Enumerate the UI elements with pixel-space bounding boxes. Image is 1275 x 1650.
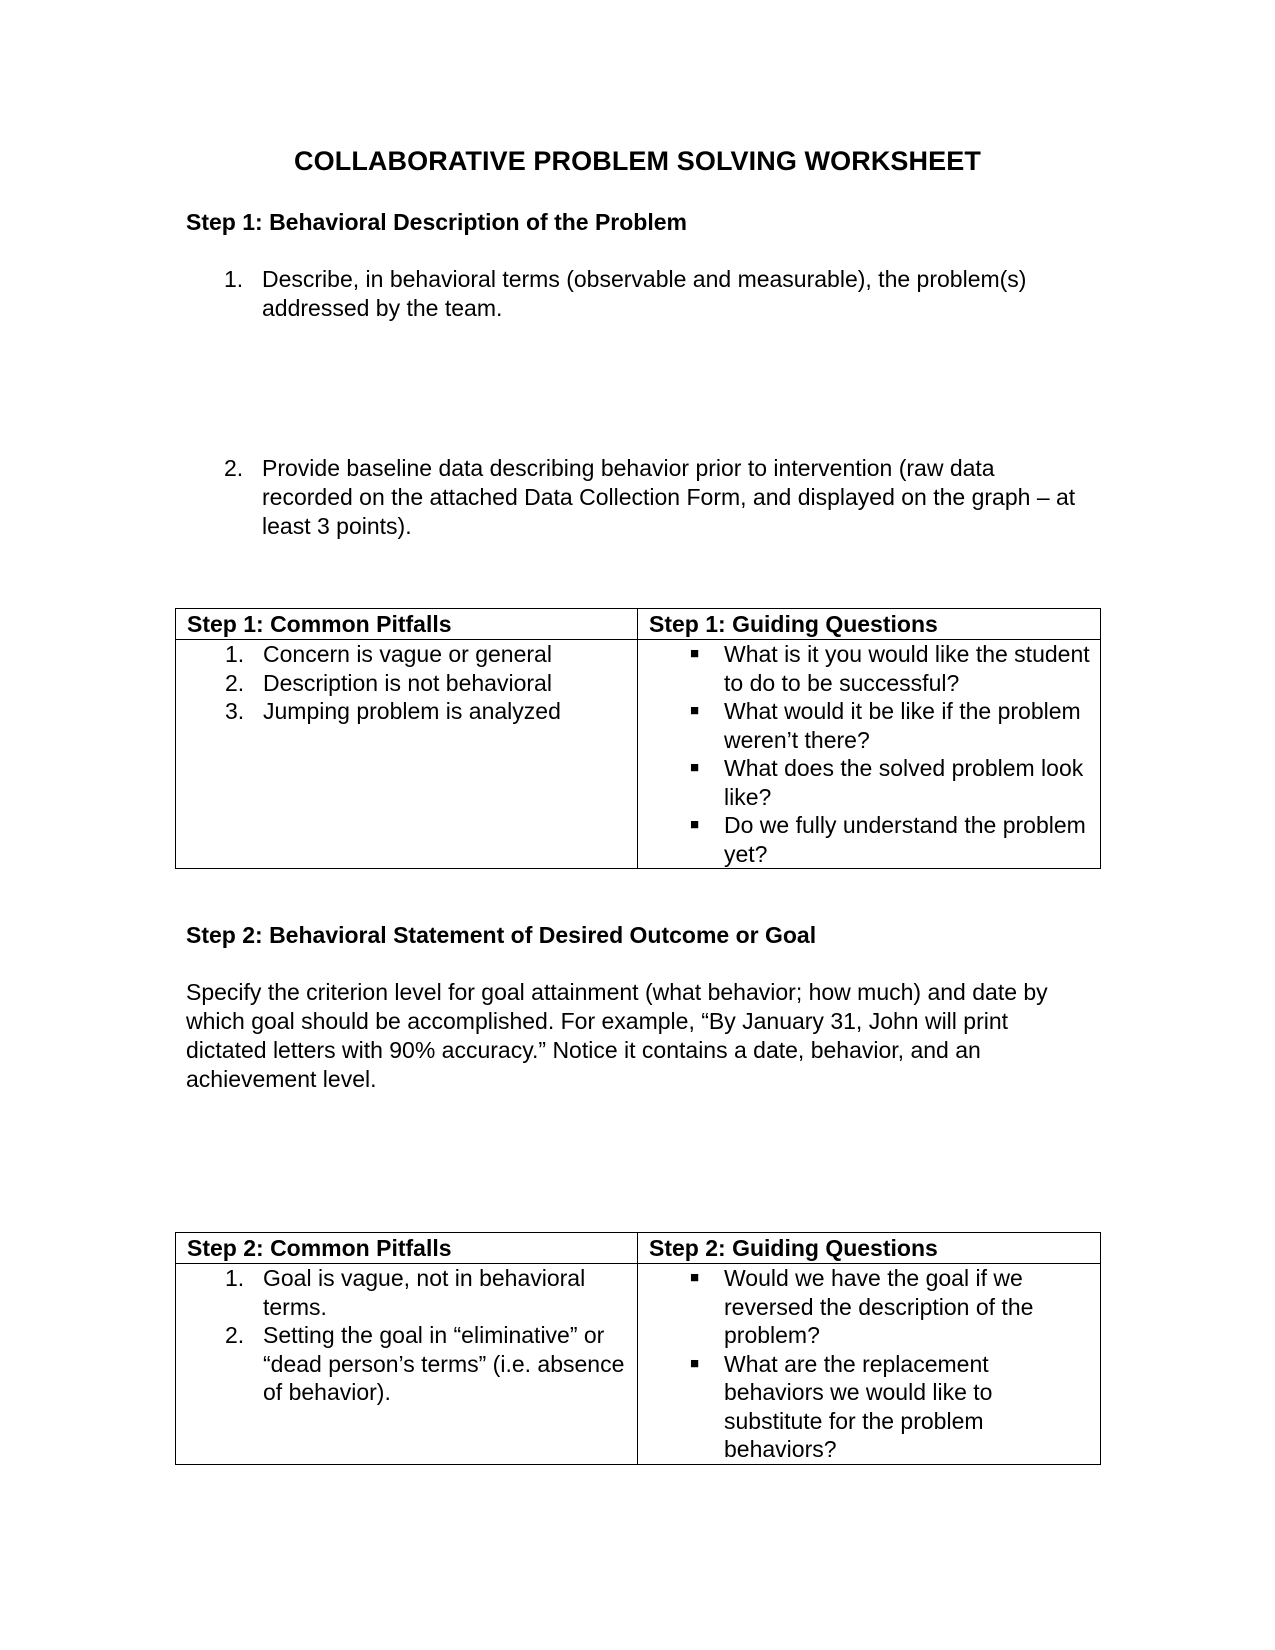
step2-paragraph: Specify the criterion level for goal attainment (what behavior; how much) and date by which goal should be accomplished. For example, “By January 31, John will print dictated letters with 90% accuracy.” Notice it contains a date, behavior, and an achievement level. bbox=[186, 979, 1048, 1092]
list-number: 1. bbox=[225, 641, 245, 667]
square-bullet-icon: ■ bbox=[690, 1269, 700, 1286]
list-text: Description is not behavioral bbox=[263, 669, 552, 696]
square-bullet-icon: ■ bbox=[690, 1354, 700, 1372]
step2-questions-header: Step 2: Guiding Questions bbox=[638, 1233, 1101, 1264]
step2-questions-cell bbox=[638, 1264, 1101, 1465]
list-number: 1. bbox=[225, 1265, 245, 1291]
list-item bbox=[176, 1264, 637, 1321]
step1-pitfalls-list bbox=[176, 640, 637, 726]
step1-heading: Step 1: Behavioral Description of the Problem bbox=[186, 209, 687, 235]
step1-questions-list bbox=[638, 640, 1100, 868]
list-text: What does the solved problem look like? bbox=[724, 755, 1084, 810]
list-item bbox=[176, 669, 637, 698]
list-item bbox=[638, 697, 1100, 754]
list-item bbox=[638, 1350, 1100, 1464]
list-item bbox=[176, 697, 637, 726]
list-text: What is it you would like the student to do to be successful? bbox=[724, 641, 1090, 696]
step2-table bbox=[175, 1232, 1101, 1465]
list-item bbox=[176, 1321, 637, 1407]
list-item bbox=[176, 640, 637, 669]
list-text: Do we fully understand the problem yet? bbox=[724, 812, 1086, 867]
list-number: 2. bbox=[225, 669, 245, 696]
step1-item-1 bbox=[224, 265, 1084, 323]
list-item bbox=[638, 754, 1100, 811]
list-item bbox=[638, 811, 1100, 868]
list-text: Jumping problem is analyzed bbox=[263, 698, 561, 724]
step1-table bbox=[175, 608, 1101, 869]
list-text: Setting the goal in “eliminative” or “dead person’s terms” (i.e. absence of behavior). bbox=[263, 1322, 625, 1405]
step2-heading: Step 2: Behavioral Statement of Desired Outcome or Goal bbox=[186, 922, 817, 948]
list-text: Goal is vague, not in behavioral terms. bbox=[263, 1265, 586, 1320]
square-bullet-icon: ■ bbox=[690, 759, 700, 776]
square-bullet-icon: ■ bbox=[690, 645, 700, 662]
step2-pitfalls-list bbox=[176, 1264, 637, 1407]
list-number: 3. bbox=[225, 698, 245, 724]
list-text: What would it be like if the problem weren’t there? bbox=[724, 698, 1081, 753]
step2-pitfalls-cell bbox=[176, 1264, 638, 1465]
step1-item-2-text: Provide baseline data describing behavior prior to intervention (raw data recorded on the attached Data Collection Form, and displayed on the graph – at least 3 points). bbox=[262, 455, 1076, 539]
step1-pitfalls-cell bbox=[176, 640, 638, 869]
step1-item-2-number: 2. bbox=[224, 455, 244, 481]
step1-item-1-text: Describe, in behavioral terms (observable and measurable), the problem(s) addressed by the team. bbox=[262, 266, 1027, 321]
list-item bbox=[638, 1264, 1100, 1350]
list-item bbox=[638, 640, 1100, 697]
step1-pitfalls-header: Step 1: Common Pitfalls bbox=[176, 609, 638, 640]
list-text: Would we have the goal if we reversed the description of the problem? bbox=[724, 1265, 1034, 1348]
square-bullet-icon: ■ bbox=[690, 702, 700, 719]
step1-questions-header: Step 1: Guiding Questions bbox=[638, 609, 1101, 640]
step2-pitfalls-header: Step 2: Common Pitfalls bbox=[176, 1233, 638, 1264]
step1-questions-cell bbox=[638, 640, 1101, 869]
square-bullet-icon: ■ bbox=[690, 816, 700, 833]
step1-item-1-number: 1. bbox=[224, 266, 244, 292]
list-text: What are the replacement behaviors we would like to substitute for the problem behaviors? bbox=[724, 1350, 993, 1462]
list-number: 2. bbox=[225, 1322, 245, 1348]
list-text: Concern is vague or general bbox=[263, 641, 552, 667]
step1-item-2 bbox=[224, 454, 1084, 541]
page-title: COLLABORATIVE PROBLEM SOLVING WORKSHEET bbox=[294, 146, 981, 176]
step2-questions-list bbox=[638, 1264, 1100, 1464]
